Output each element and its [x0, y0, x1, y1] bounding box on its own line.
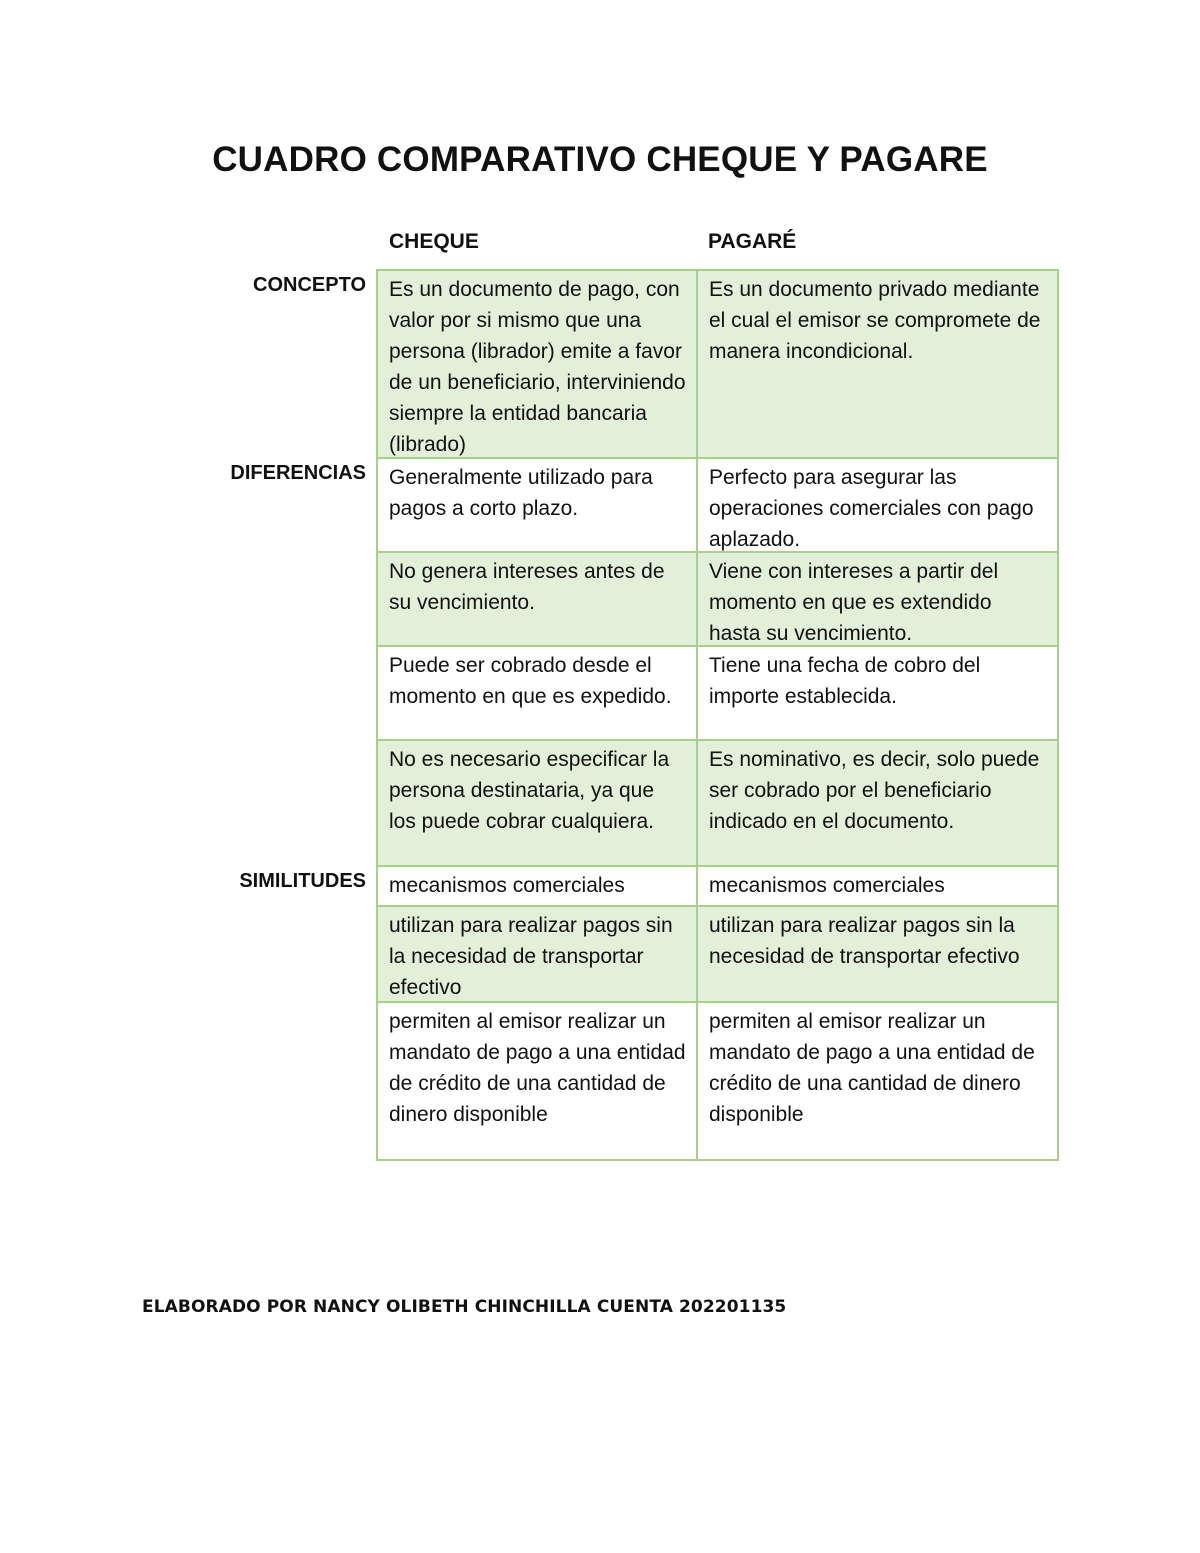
table-row-diferencia	[378, 551, 1057, 645]
cell-cheque: No genera intereses antes de su vencimiento.	[378, 553, 698, 645]
cell-pagare: Perfecto para asegurar las operaciones comerciales con pago aplazado.	[709, 466, 1034, 551]
cell-pagare: Es nominativo, es decir, solo puede ser cobrado por el beneficiario indicado en el documento.	[709, 748, 1040, 833]
row-label-similitudes: SIMILITUDES	[239, 870, 366, 892]
cell-cheque: mecanismos comerciales	[378, 867, 698, 905]
table-row-similitud	[378, 905, 1057, 1001]
table-row-diferencia	[378, 739, 1057, 865]
column-header-pagare: PAGARÉ	[708, 230, 797, 253]
table-row-diferencia	[378, 645, 1057, 739]
cell-cheque: Es un documento de pago, con valor por si mismo que una persona (librador) emite a favor de un beneficiario, interviniendo siempre la entidad bancaria (librado)	[378, 271, 698, 457]
cell-pagare: Es un documento privado mediante el cual el emisor se compromete de manera incondicional.	[709, 278, 1041, 363]
row-label-concepto: CONCEPTO	[253, 274, 366, 296]
cell-pagare: Viene con intereses a partir del momento en que es extendido hasta su vencimiento.	[709, 560, 999, 645]
page-title: CUADRO COMPARATIVO CHEQUE Y PAGARE	[212, 140, 988, 179]
author-credit: ELABORADO POR NANCY OLIBETH CHINCHILLA CUENTA 202201135	[142, 1297, 787, 1317]
cell-pagare: Tiene una fecha de cobro del importe establecida.	[709, 654, 981, 708]
cell-cheque: No es necesario especificar la persona destinataria, ya que los puede cobrar cualquiera.	[378, 741, 698, 865]
table-row-similitud	[378, 865, 1057, 905]
table-row-diferencia	[378, 457, 1057, 551]
table-row-similitud	[378, 1001, 1057, 1161]
cell-pagare: permiten al emisor realizar un mandato de pago a una entidad de crédito de una cantidad de dinero disponible	[709, 1010, 1035, 1126]
cell-pagare: utilizan para realizar pagos sin la necesidad de transportar efectivo	[709, 914, 1020, 968]
cell-cheque: permiten al emisor realizar un mandato de pago a una entidad de crédito de una cantidad de dinero disponible	[378, 1003, 698, 1159]
cell-cheque: utilizan para realizar pagos sin la necesidad de transportar efectivo	[378, 907, 698, 1001]
row-label-diferencias: DIFERENCIAS	[230, 462, 366, 484]
column-header-cheque: CHEQUE	[389, 230, 479, 253]
comparison-table	[376, 269, 1059, 1161]
table-row-concepto	[378, 269, 1057, 457]
cell-pagare: mecanismos comerciales	[709, 874, 945, 897]
cell-cheque: Puede ser cobrado desde el momento en que es expedido.	[378, 647, 698, 739]
cell-cheque: Generalmente utilizado para pagos a corto plazo.	[378, 459, 698, 551]
